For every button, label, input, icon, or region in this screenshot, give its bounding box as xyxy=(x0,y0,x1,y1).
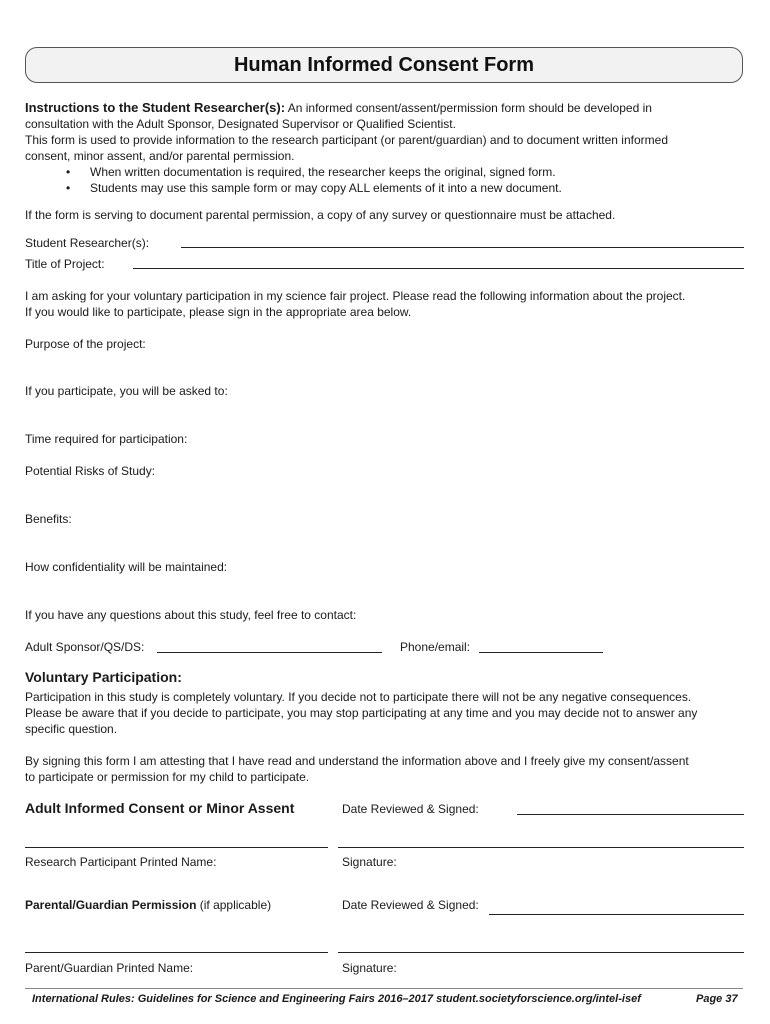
participant-signature-label: Signature: xyxy=(342,855,397,869)
parent-name-label: Parent/Guardian Printed Name: xyxy=(25,961,194,975)
participant-name-line[interactable] xyxy=(25,847,328,848)
asked-to-label: If you participate, you will be asked to: xyxy=(25,384,228,398)
voluntary-line2: Please be aware that if you decide to participate, you may stop participating at any time and you may decide not to answer any xyxy=(25,706,698,720)
adult-sponsor-line[interactable] xyxy=(157,652,382,653)
voluntary-line3: specific question. xyxy=(25,722,118,736)
student-researchers-label: Student Researcher(s): xyxy=(25,236,150,250)
instructions-text: An informed consent/assent/permission form should be developed in xyxy=(285,101,652,115)
form-title: Human Informed Consent Form xyxy=(25,47,743,83)
voluntary-heading: Voluntary Participation: xyxy=(25,669,182,685)
phone-email-line[interactable] xyxy=(479,652,603,653)
adult-consent-heading: Adult Informed Consent or Minor Assent xyxy=(25,800,295,816)
instructions-heading: Instructions to the Student Researcher(s): xyxy=(25,100,286,115)
title-of-project-label: Title of Project: xyxy=(25,257,105,271)
footer-text: International Rules: Guidelines for Science and Engineering Fairs 2016–2017 student.societyforscience.org/intel-isef xyxy=(32,993,641,1005)
instructions-line3: This form is used to provide information to the research participant (or parent/guardian) and to document written informed xyxy=(25,133,668,147)
parent-date-label: Date Reviewed & Signed: xyxy=(342,898,479,912)
participant-signature-line[interactable] xyxy=(338,847,744,848)
instructions-line2: consultation with the Adult Sponsor, Designated Supervisor or Qualified Scientist. xyxy=(25,117,456,131)
attest-line2: to participate or permission for my child to participate. xyxy=(25,770,310,784)
student-researchers-line[interactable] xyxy=(181,247,744,248)
risks-label: Potential Risks of Study: xyxy=(25,464,156,478)
survey-note: If the form is serving to document parental permission, a copy of any survey or questionnaire must be attached. xyxy=(25,208,616,222)
time-required-label: Time required for participation: xyxy=(25,432,188,446)
footer-divider xyxy=(25,988,743,989)
parent-name-line[interactable] xyxy=(25,952,328,953)
parent-signature-label: Signature: xyxy=(342,961,397,975)
instruction-bullet-1: When written documentation is required, the researcher keeps the original, signed form. xyxy=(90,165,556,179)
title-of-project-line[interactable] xyxy=(133,268,744,269)
instruction-bullet-2: Students may use this sample form or may copy ALL elements of it into a new document. xyxy=(90,181,562,195)
intro-line2: If you would like to participate, please sign in the appropriate area below. xyxy=(25,305,412,319)
parental-heading xyxy=(25,898,271,912)
participant-name-label: Research Participant Printed Name: xyxy=(25,855,217,869)
intro-line1: I am asking for your voluntary participation in my science fair project. Please read the following information about the project. xyxy=(25,289,686,303)
bullet-icon: • xyxy=(66,165,71,179)
adult-sponsor-label: Adult Sponsor/QS/DS: xyxy=(25,640,145,654)
questions-label: If you have any questions about this study, feel free to contact: xyxy=(25,608,357,622)
purpose-label: Purpose of the project: xyxy=(25,337,146,351)
phone-email-label: Phone/email: xyxy=(400,640,471,654)
attest-line1: By signing this form I am attesting that I have read and understand the information above and I freely give my consent/assent xyxy=(25,754,689,768)
parental-heading-text: Parental/Guardian Permission xyxy=(25,898,197,912)
voluntary-line1: Participation in this study is completely voluntary. If you decide not to participate there will not be any negative consequences. xyxy=(25,690,692,704)
page-number: Page 37 xyxy=(696,993,738,1005)
parent-signature-line[interactable] xyxy=(338,952,744,953)
if-applicable-text: (if applicable) xyxy=(196,898,272,912)
instructions-line4: consent, minor assent, and/or parental permission. xyxy=(25,149,295,163)
benefits-label: Benefits: xyxy=(25,512,72,526)
bullet-icon: • xyxy=(66,181,71,195)
adult-date-line[interactable] xyxy=(517,814,744,815)
instructions-line1 xyxy=(25,100,652,115)
adult-date-label: Date Reviewed & Signed: xyxy=(342,802,479,816)
parent-date-line[interactable] xyxy=(489,914,744,915)
confidentiality-label: How confidentiality will be maintained: xyxy=(25,560,228,574)
